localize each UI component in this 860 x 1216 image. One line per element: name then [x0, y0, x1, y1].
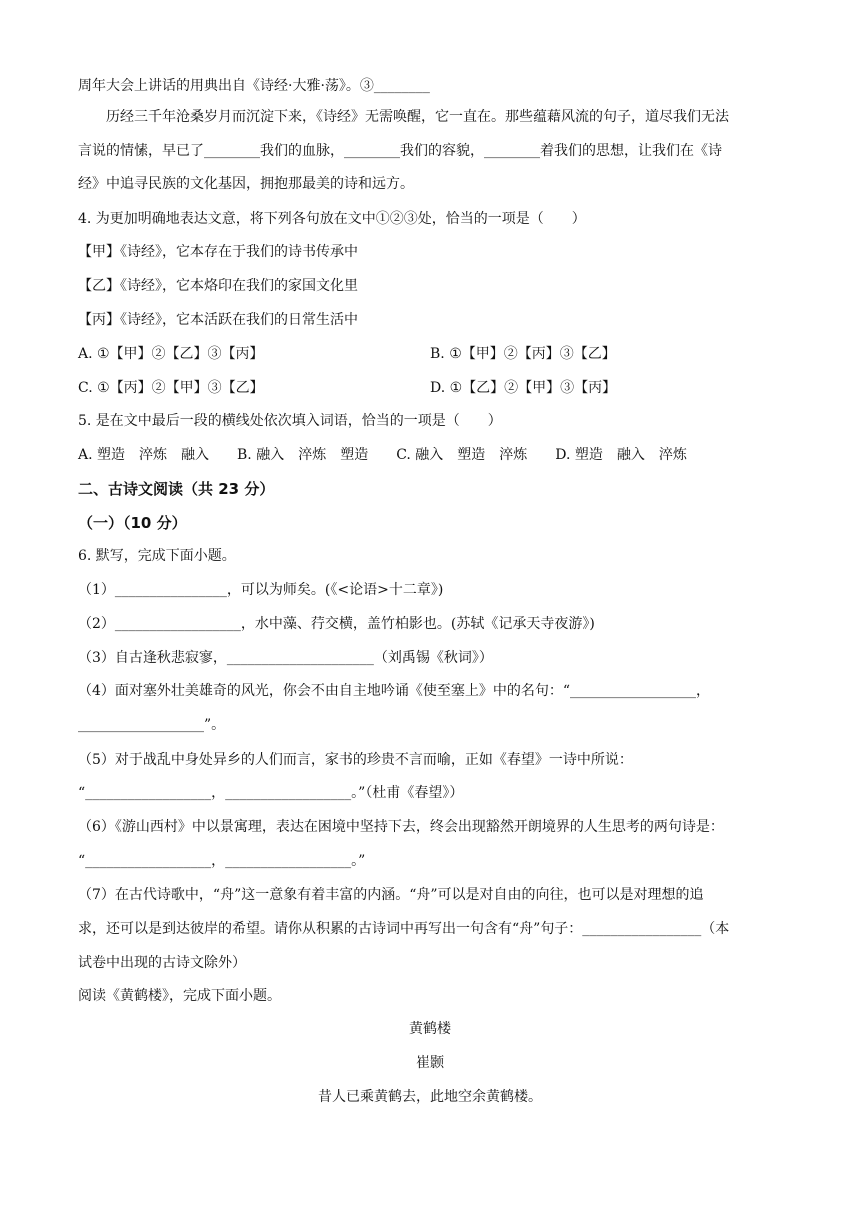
q6-item-7: （7）在古代诗歌中，“舟”这一意象有着丰富的内涵。“舟”可以是对自由的向往，也可以是对理想的追 — [78, 887, 704, 903]
q5-options: A. 塑造 淬炼 融入 B. 融入 淬炼 塑造 C. 融入 塑造 淬炼 D. 塑造 融入 淬炼 — [78, 447, 687, 463]
question-6-stem: 6. 默写，完成下面小题。 — [78, 548, 236, 564]
passage-line: 言说的情愫，早已了________我们的血脉，________我们的容貌，________着我们的思想，让我们在《诗 — [78, 143, 722, 159]
q4-option-b: B. ①【甲】②【丙】③【乙】 — [430, 346, 616, 362]
q6-item-6: （6）《游山西村》中以景寓理，表达在困境中坚持下去，终会出现豁然开朗境界的人生思考的两句诗是： — [78, 819, 724, 835]
q6-item-2: （2）__________________，水中藻、荇交横，盖竹柏影也。(苏轼《记承天寺夜游》) — [78, 616, 595, 632]
q6-item-5-cont: “__________________，__________________。”（杜甫《春望》） — [78, 785, 464, 801]
question-4-stem: 4. 为更加明确地表达文意，将下列各句放在文中①②③处，恰当的一项是（ ） — [78, 211, 586, 227]
passage-line: 历经三千年沧桑岁月而沉淀下来，《诗经》无需唤醒，它一直在。那些蕴藉风流的句子，道尽我们无法 — [106, 109, 729, 125]
q6-item-4-cont: __________________”。 — [78, 717, 226, 733]
q4-option-d: D. ①【乙】②【甲】③【丙】 — [430, 380, 617, 396]
q6-item-7-cont: 求，还可以是到达彼岸的希望。请你从积累的古诗词中再写出一句含有“舟”句子：_________________（本 — [78, 921, 730, 937]
section-title: 二、古诗文阅读（共 23 分） — [78, 480, 275, 498]
passage-line: 周年大会上讲话的用典出自《诗经·大雅·荡》。③________ — [78, 78, 430, 94]
q6-item-3: （3）自古逢秋悲寂寥，_____________________（刘禹锡《秋词》） — [78, 650, 493, 666]
q6-item-1: （1）________________，可以为师矣。(《<论语>十二章》) — [78, 582, 444, 598]
reading-intro: 阅读《黄鹤楼》，完成下面小题。 — [78, 988, 281, 1004]
q6-item-7-cont: 试卷中出现的古诗文除外） — [78, 955, 246, 971]
q4-option-c: C. ①【丙】②【甲】③【乙】 — [78, 380, 264, 396]
poem-title: 黄鹤楼 — [409, 1021, 451, 1037]
question-5-stem: 5. 是在文中最后一段的横线处依次填入词语，恰当的一项是（ ） — [78, 413, 502, 429]
passage-line: 经》中追寻民族的文化基因，拥抱那最美的诗和远方。 — [78, 176, 414, 192]
q6-item-4: （4）面对塞外壮美雄奇的风光，你会不由自主地吟诵《使至塞上》中的名句：“__________________， — [78, 683, 711, 699]
q4-sentence-bing: 【丙】《诗经》，它本活跃在我们的日常生活中 — [78, 312, 358, 328]
q6-item-5: （5）对于战乱中身处异乡的人们而言，家书的珍贵不言而喻，正如《春望》一诗中所说： — [78, 752, 633, 768]
poem-author: 崔颢 — [416, 1055, 444, 1071]
subsection-title: （一）（10 分） — [78, 514, 187, 532]
q6-item-6-cont: “__________________，__________________。” — [78, 853, 366, 869]
q4-sentence-yi: 【乙】《诗经》，它本烙印在我们的家国文化里 — [78, 278, 358, 294]
q4-option-a: A. ①【甲】②【乙】③【丙】 — [78, 346, 264, 362]
poem-line: 昔人已乘黄鹤去，此地空余黄鹤楼。 — [318, 1089, 542, 1105]
q4-sentence-jia: 【甲】《诗经》，它本存在于我们的诗书传承中 — [78, 244, 358, 260]
